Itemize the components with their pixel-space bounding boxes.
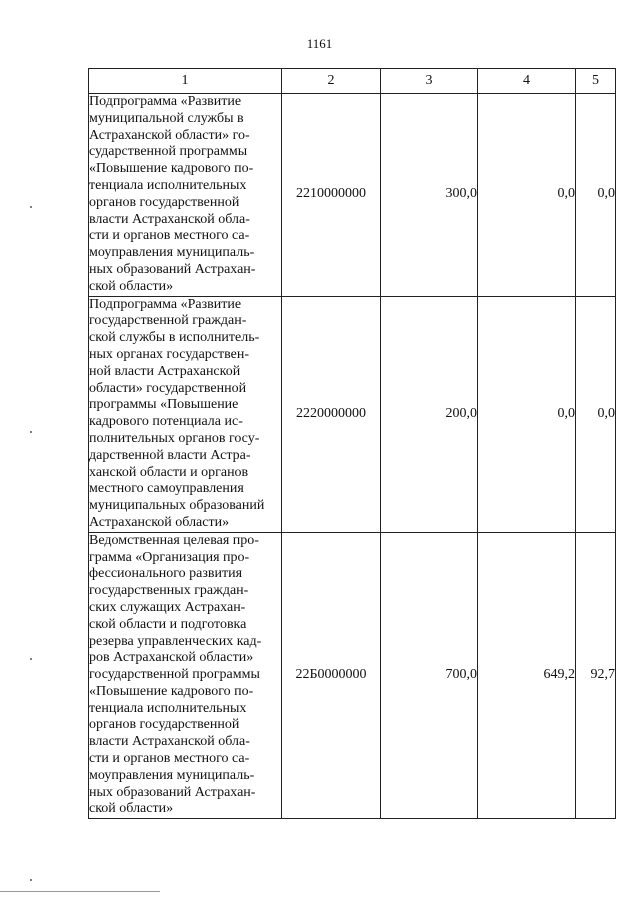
value-col4-cell: 0,0 (478, 94, 576, 297)
program-name-line: моуправления муниципаль- (89, 767, 255, 783)
value-col4-cell: 649,2 (478, 532, 576, 819)
scan-speck (30, 879, 32, 881)
value-col3-cell: 200,0 (381, 296, 478, 532)
program-name-line: государственной граждан- (89, 313, 247, 329)
scan-speck (30, 658, 32, 660)
program-code-cell: 2220000000 (282, 296, 381, 532)
value-col5-cell: 0,0 (576, 94, 616, 297)
header-row (89, 69, 616, 94)
program-name-line: ных образований Астрахан- (89, 261, 256, 277)
column-header-3: 3 (381, 69, 478, 94)
program-name-line: Ведомственная целевая про- (89, 532, 259, 548)
program-name-line: «Повышение кадрового по- (89, 683, 254, 699)
program-name-line: Подпрограмма «Развитие (89, 296, 242, 312)
program-name-line: власти Астраханской обла- (89, 211, 250, 227)
program-name-cell (89, 532, 282, 819)
program-code-cell: 22Б0000000 (282, 532, 381, 819)
program-name-line: ской области» (89, 801, 174, 817)
page-number: 1161 (306, 36, 333, 51)
table-row (89, 296, 616, 532)
value-col3-cell: 300,0 (381, 94, 478, 297)
value-col4-cell: 0,0 (478, 296, 576, 532)
column-header-4: 4 (478, 69, 576, 94)
program-name-line: муниципальных образований (89, 498, 265, 514)
scan-speck (30, 431, 32, 433)
column-header-1: 1 (89, 69, 282, 94)
column-header-2: 2 (282, 69, 381, 94)
table-row (89, 532, 616, 819)
program-name-line: Астраханской области» (89, 514, 230, 530)
program-name-line: кадрового потенциала ис- (89, 414, 243, 430)
scan-edge-line (0, 891, 160, 892)
program-name-line: фессионального развития (89, 566, 243, 582)
program-name-line: ской службы в исполнитель- (89, 330, 260, 346)
program-name-line: ров Астраханской области» (89, 650, 254, 666)
table-row (89, 94, 616, 297)
program-name-line: государственной программы (89, 667, 260, 683)
program-name-line: ских служащих Астрахан- (89, 599, 246, 615)
program-name-line: ных образований Астрахан- (89, 784, 256, 800)
value-col3-cell: 700,0 (381, 532, 478, 819)
program-name-line: сти и органов местного са- (89, 228, 250, 244)
program-name-line: ской области и подготовка (89, 616, 247, 632)
scan-speck (30, 206, 32, 208)
program-name-line: сти и органов местного са- (89, 751, 250, 767)
program-name-line: ханской области и органов (89, 464, 249, 480)
program-name-line: местного самоуправления (89, 481, 244, 497)
program-name-line: тенциала исполнительных (89, 700, 247, 716)
program-name-cell (89, 94, 282, 297)
program-code-cell: 2210000000 (282, 94, 381, 297)
program-name-line: ной власти Астраханской (89, 363, 241, 379)
program-name-line: грамма «Организация про- (89, 549, 250, 565)
program-name-line: ской области» (89, 278, 174, 294)
program-name-line: органов государственной (89, 194, 240, 210)
budget-table (88, 68, 616, 819)
program-name-line: Астраханской области» го- (89, 127, 250, 143)
program-name-line: муниципальной службы в (89, 110, 244, 126)
program-name-cell (89, 296, 282, 532)
value-col5-cell: 0,0 (576, 296, 616, 532)
value-col5-cell: 92,7 (576, 532, 616, 819)
program-name-line: сударственной программы (89, 144, 248, 160)
program-name-line: ных органах государствен- (89, 346, 250, 362)
program-name-line: области» государственной (89, 380, 247, 396)
program-name-line: программы «Повышение (89, 397, 239, 413)
program-name-line: тенциала исполнительных (89, 177, 247, 193)
program-name-line: государственных граждан- (89, 583, 249, 599)
program-name-line: дарственной власти Астра- (89, 447, 251, 463)
program-name-line: резерва управленческих кад- (89, 633, 262, 649)
program-name-line: органов государственной (89, 717, 240, 733)
program-name-line: «Повышение кадрового по- (89, 161, 254, 177)
program-name-line: моуправления муниципаль- (89, 245, 255, 261)
column-header-5: 5 (576, 69, 616, 94)
program-name-line: Подпрограмма «Развитие (89, 94, 242, 109)
program-name-line: полнительных органов госу- (89, 430, 260, 446)
program-name-line: власти Астраханской обла- (89, 734, 250, 750)
